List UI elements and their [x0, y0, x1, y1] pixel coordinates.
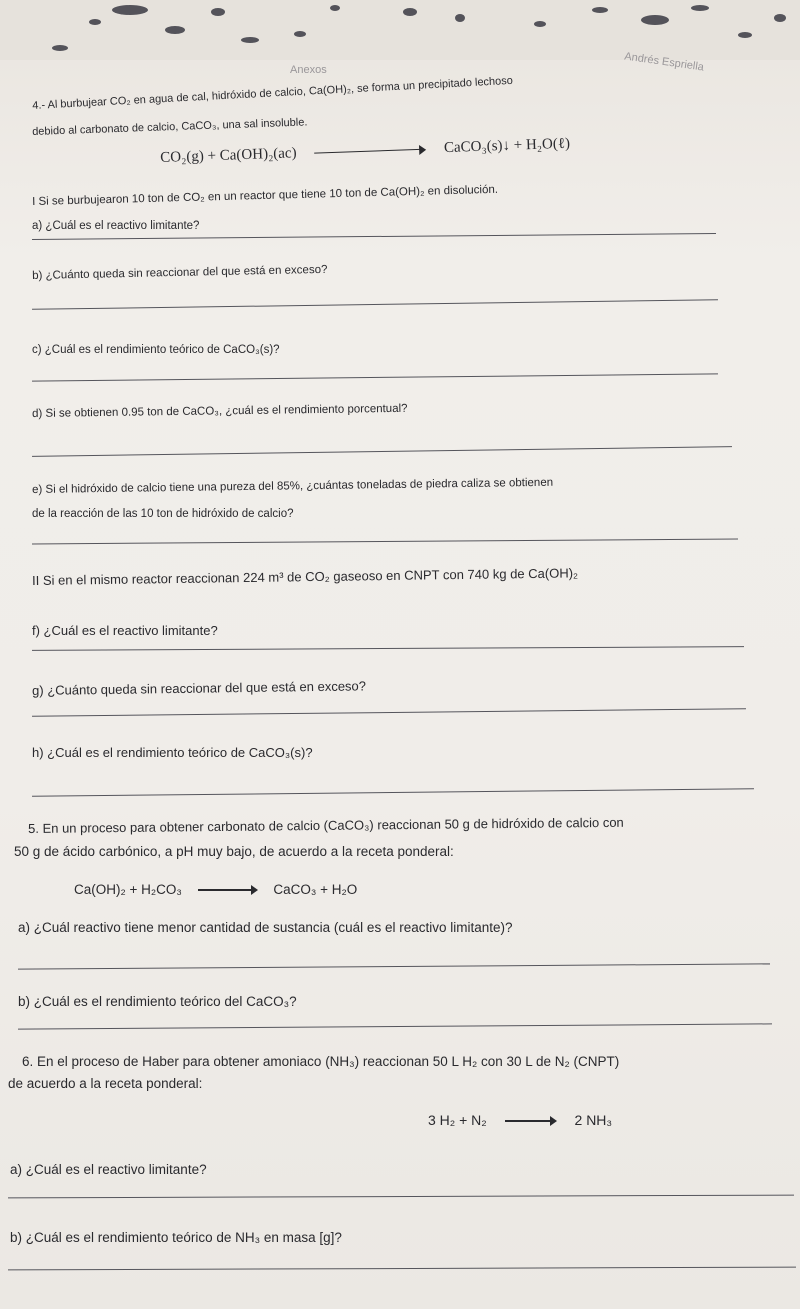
- problem-6-intro: 6. En el proceso de Haber para obtener amoniaco (NH₃) reaccionan 50 L H₂ con 30 L de N₂ (CNPT): [22, 1054, 620, 1069]
- question-6a: a) ¿Cuál es el reactivo limitante?: [10, 1162, 207, 1177]
- question-5b: b) ¿Cuál es el rendimiento teórico del CaCO₃?: [18, 994, 297, 1009]
- part-2-statement: II Si en el mismo reactor reaccionan 224 m³ de CO₂ gaseoso en CNPT con 740 kg de Ca(OH)₂: [31, 565, 579, 588]
- problem-5-intro: 5. En un proceso para obtener carbonato de calcio (CaCO₃) reaccionan 50 g de hidróxido de calcio con: [27, 814, 624, 836]
- question-4e: e) Si el hidróxido de calcio tiene una pureza del 85%, ¿cuántas toneladas de piedra caliza se obtienen: [32, 476, 554, 496]
- problem-4-intro: 4.- Al burbujear CO₂ en agua de cal, hidróxido de calcio, Ca(OH)₂, se forma un precipitado lechoso: [32, 74, 514, 112]
- reaction-6-products: 2 NH₃: [574, 1112, 613, 1128]
- question-6b: b) ¿Cuál es el rendimiento teórico de NH₃ en masa [g]?: [10, 1230, 342, 1245]
- reaction-6-reactants: 3 H₂ + N₂: [428, 1112, 487, 1128]
- problem-4-intro-2: debido al carbonato de calcio, CaCO₃, una sal insoluble.: [32, 116, 308, 138]
- reaction-5: [74, 882, 357, 898]
- reaction-arrow-icon: [505, 1116, 557, 1126]
- reaction-arrow-icon: [314, 144, 426, 158]
- question-4h: h) ¿Cuál es el rendimiento teórico de CaCO₃(s)?: [32, 745, 313, 760]
- author-name: Andrés Espriella: [623, 50, 705, 74]
- question-4d: d) Si se obtienen 0.95 ton de CaCO₃, ¿cuál es el rendimiento porcentual?: [32, 402, 408, 420]
- reaction-6: [428, 1112, 612, 1128]
- question-4b: b) ¿Cuánto queda sin reaccionar del que está en exceso?: [32, 263, 328, 282]
- question-5a: a) ¿Cuál reactivo tiene menor cantidad de sustancia (cuál es el reactivo limitante)?: [18, 920, 513, 935]
- part-1-statement: I Si se burbujearon 10 ton de CO₂ en un reactor que tiene 10 ton de Ca(OH)₂ en disolución.: [32, 183, 499, 208]
- question-4c: c) ¿Cuál es el rendimiento teórico de CaCO₃(s)?: [32, 344, 280, 356]
- question-4f: f) ¿Cuál es el reactivo limitante?: [32, 623, 218, 638]
- reaction-5-reactants: Ca(OH)₂ + H₂CO₃: [74, 882, 182, 897]
- reaction-4-products: CaCO₃(s)↓ + H₂O(ℓ): [443, 135, 571, 157]
- question-4a: a) ¿Cuál es el reactivo limitante?: [32, 220, 200, 232]
- header-decoration: [0, 0, 800, 60]
- reaction-4-reactants: CO₂(g) + Ca(OH)₂(ac): [160, 145, 297, 166]
- problem-5-intro-2: 50 g de ácido carbónico, a pH muy bajo, de acuerdo a la receta ponderal:: [14, 844, 454, 859]
- question-4e-2: de la reacción de las 10 ton de hidróxido de calcio?: [32, 508, 294, 520]
- question-4g: g) ¿Cuánto queda sin reaccionar del que está en exceso?: [31, 678, 367, 698]
- problem-6-intro-2: de acuerdo a la receta ponderal:: [8, 1076, 203, 1091]
- reaction-5-products: CaCO₃ + H₂O: [273, 882, 358, 897]
- section-label: Anexos: [290, 64, 327, 76]
- reaction-arrow-icon: [198, 885, 258, 895]
